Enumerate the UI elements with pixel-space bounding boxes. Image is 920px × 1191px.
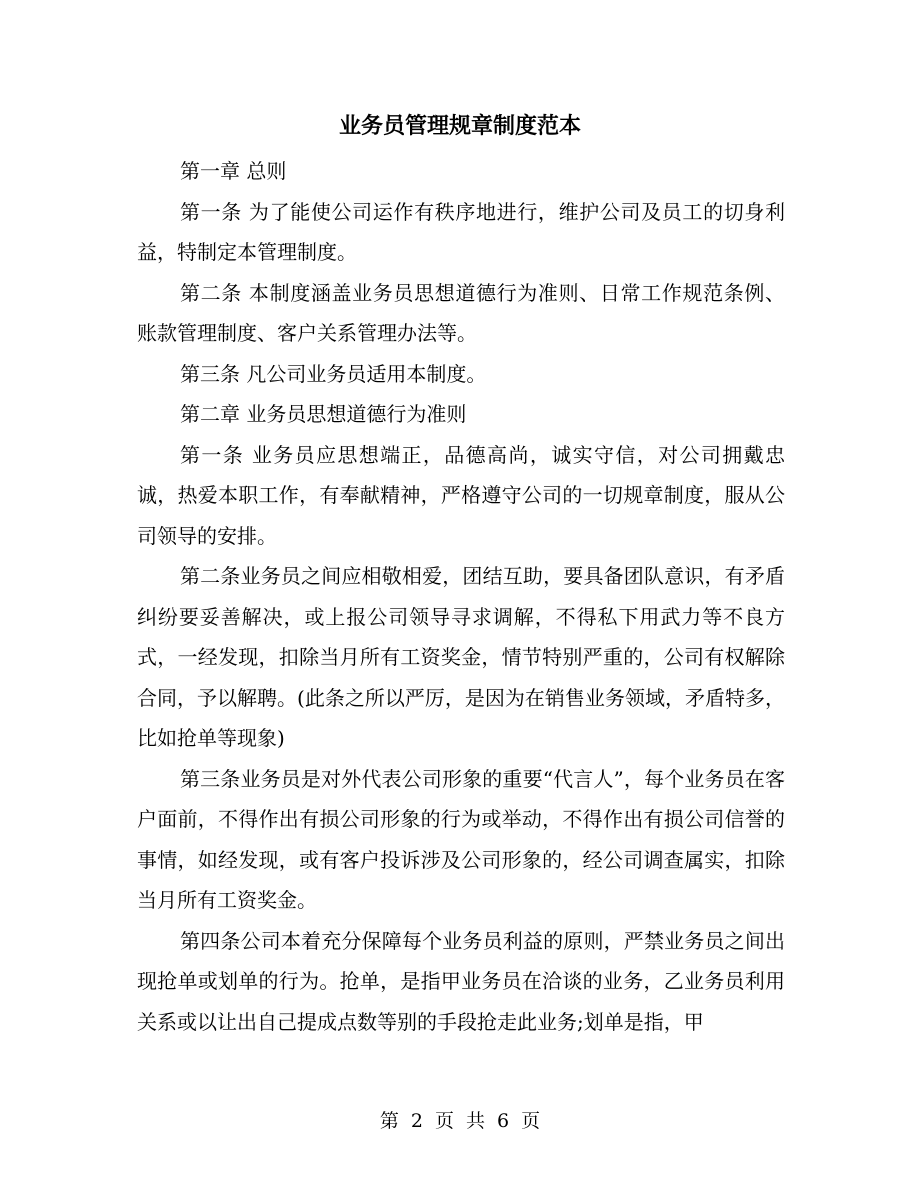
document-title: 业务员管理规章制度范本 [338, 113, 581, 139]
paragraph: 第四条公司本着充分保障每个业务员利益的原则，严禁业务员之间出现抢单或划单的行为。抢单，是指甲业务员在洽谈的业务，乙业务员利用关系或以让出自己提成点数等别的手段抢走此业务;划单是指，甲 [137, 928, 785, 1034]
document-body [137, 151, 785, 1042]
page-number-footer: 第 2 页 共 6 页 [379, 1110, 541, 1132]
paragraph: 第一条 业务员应思想端正，品德高尚，诚实守信，对公司拥戴忠诚，热爱本职工作，有奉献精神，严格遵守公司的一切规章制度，服从公司领导的安排。 [137, 442, 785, 548]
chapter-heading: 第二章 业务员思想道德行为准则 [180, 402, 467, 426]
paragraph: 第二条 本制度涵盖业务员思想道德行为准则、日常工作规范条例、账款管理制度、客户关系管理办法等。 [137, 280, 785, 345]
paragraph: 第一条 为了能使公司运作有秩序地进行，维护公司及员工的切身利益，特制定本管理制度。 [137, 199, 785, 264]
paragraph: 第三条业务员是对外代表公司形象的重要“代言人”，每个业务员在客户面前，不得作出有损公司形象的行为或举动，不得作出有损公司信誉的事情，如经发现，或有客户投诉涉及公司形象的，经公司调查属实，扣除当月所有工资奖金。 [137, 766, 785, 912]
paragraph: 第三条 凡公司业务员适用本制度。 [180, 361, 487, 386]
chapter-heading: 第一章 总则 [180, 159, 287, 183]
paragraph: 第二条业务员之间应相敬相爱，团结互助，要具备团队意识，有矛盾纠纷要妥善解决，或上报公司领导寻求调解，不得私下用武力等不良方式，一经发现，扣除当月所有工资奖金，情节特别严重的，公司有权解除合同，予以解聘。(此条之所以严厉，是因为在销售业务领域，矛盾特多，比如抢单等现象) [137, 564, 785, 750]
